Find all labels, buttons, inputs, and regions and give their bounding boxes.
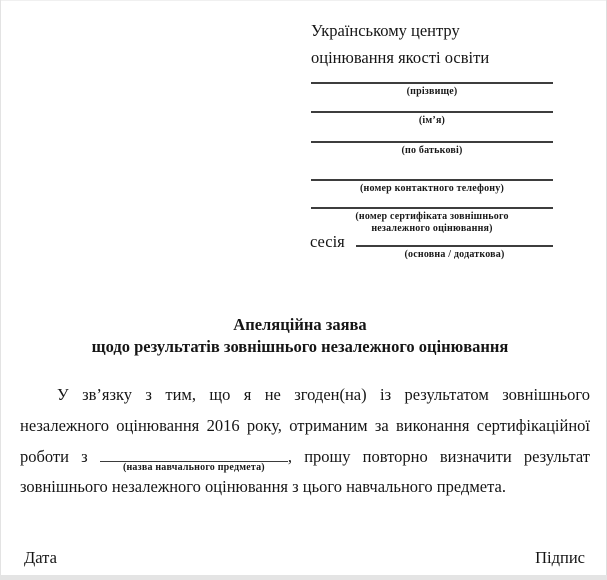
- surname-field-caption: (прізвище): [406, 86, 458, 97]
- phone-field-caption: (номер контактного телефону): [360, 183, 504, 194]
- appeal-body-paragraph: [20, 380, 590, 503]
- firstname-field-line: [311, 111, 553, 113]
- body-text-before-blank: У зв’язку з тим, що я не згоден(на) із результатом зовнішнього незалежного оцінювання 2016 року, отриманим за виконання сертифікаційної роботи з: [20, 385, 590, 466]
- patronymic-field-line: [311, 141, 553, 143]
- page-bottom-edge: [0, 575, 607, 580]
- body-text-after-blank: , прошу повторно визначити результат зовнішнього незалежного оцінювання з цього навчального предмета.: [20, 446, 590, 497]
- phone-field-line: [311, 179, 553, 181]
- appeal-title-block: [3, 314, 597, 357]
- patronymic-field-caption: (по батькові): [401, 145, 463, 156]
- surname-field-line: [311, 82, 553, 84]
- subject-blank-line: [100, 446, 288, 473]
- signature-label: Підпис: [535, 548, 585, 567]
- session-field-caption: (основна / додаткова): [404, 249, 505, 260]
- subject-blank-caption: (назва навчального предмета): [122, 461, 265, 473]
- firstname-field-caption: (ім’я): [418, 115, 446, 126]
- addressee-line-2: оцінювання якості освіти: [311, 48, 490, 67]
- session-field-line: [356, 245, 553, 247]
- page-top-edge: [0, 0, 607, 1]
- certificate-field-line: [311, 207, 553, 209]
- addressee-line-1: Українському центру: [311, 21, 460, 40]
- appeal-subtitle: щодо результатів зовнішнього незалежного оцінювання: [91, 336, 509, 356]
- appeal-title: Апеляційна заява: [233, 315, 367, 334]
- certificate-field-caption-line-1: (номер сертифіката зовнішнього: [355, 211, 509, 222]
- page-left-edge: [0, 0, 1, 580]
- addressee-block: [311, 17, 556, 71]
- session-label: сесія: [310, 232, 345, 251]
- certificate-field-caption-line-2: незалежного оцінювання): [371, 223, 493, 234]
- date-label: Дата: [24, 548, 57, 567]
